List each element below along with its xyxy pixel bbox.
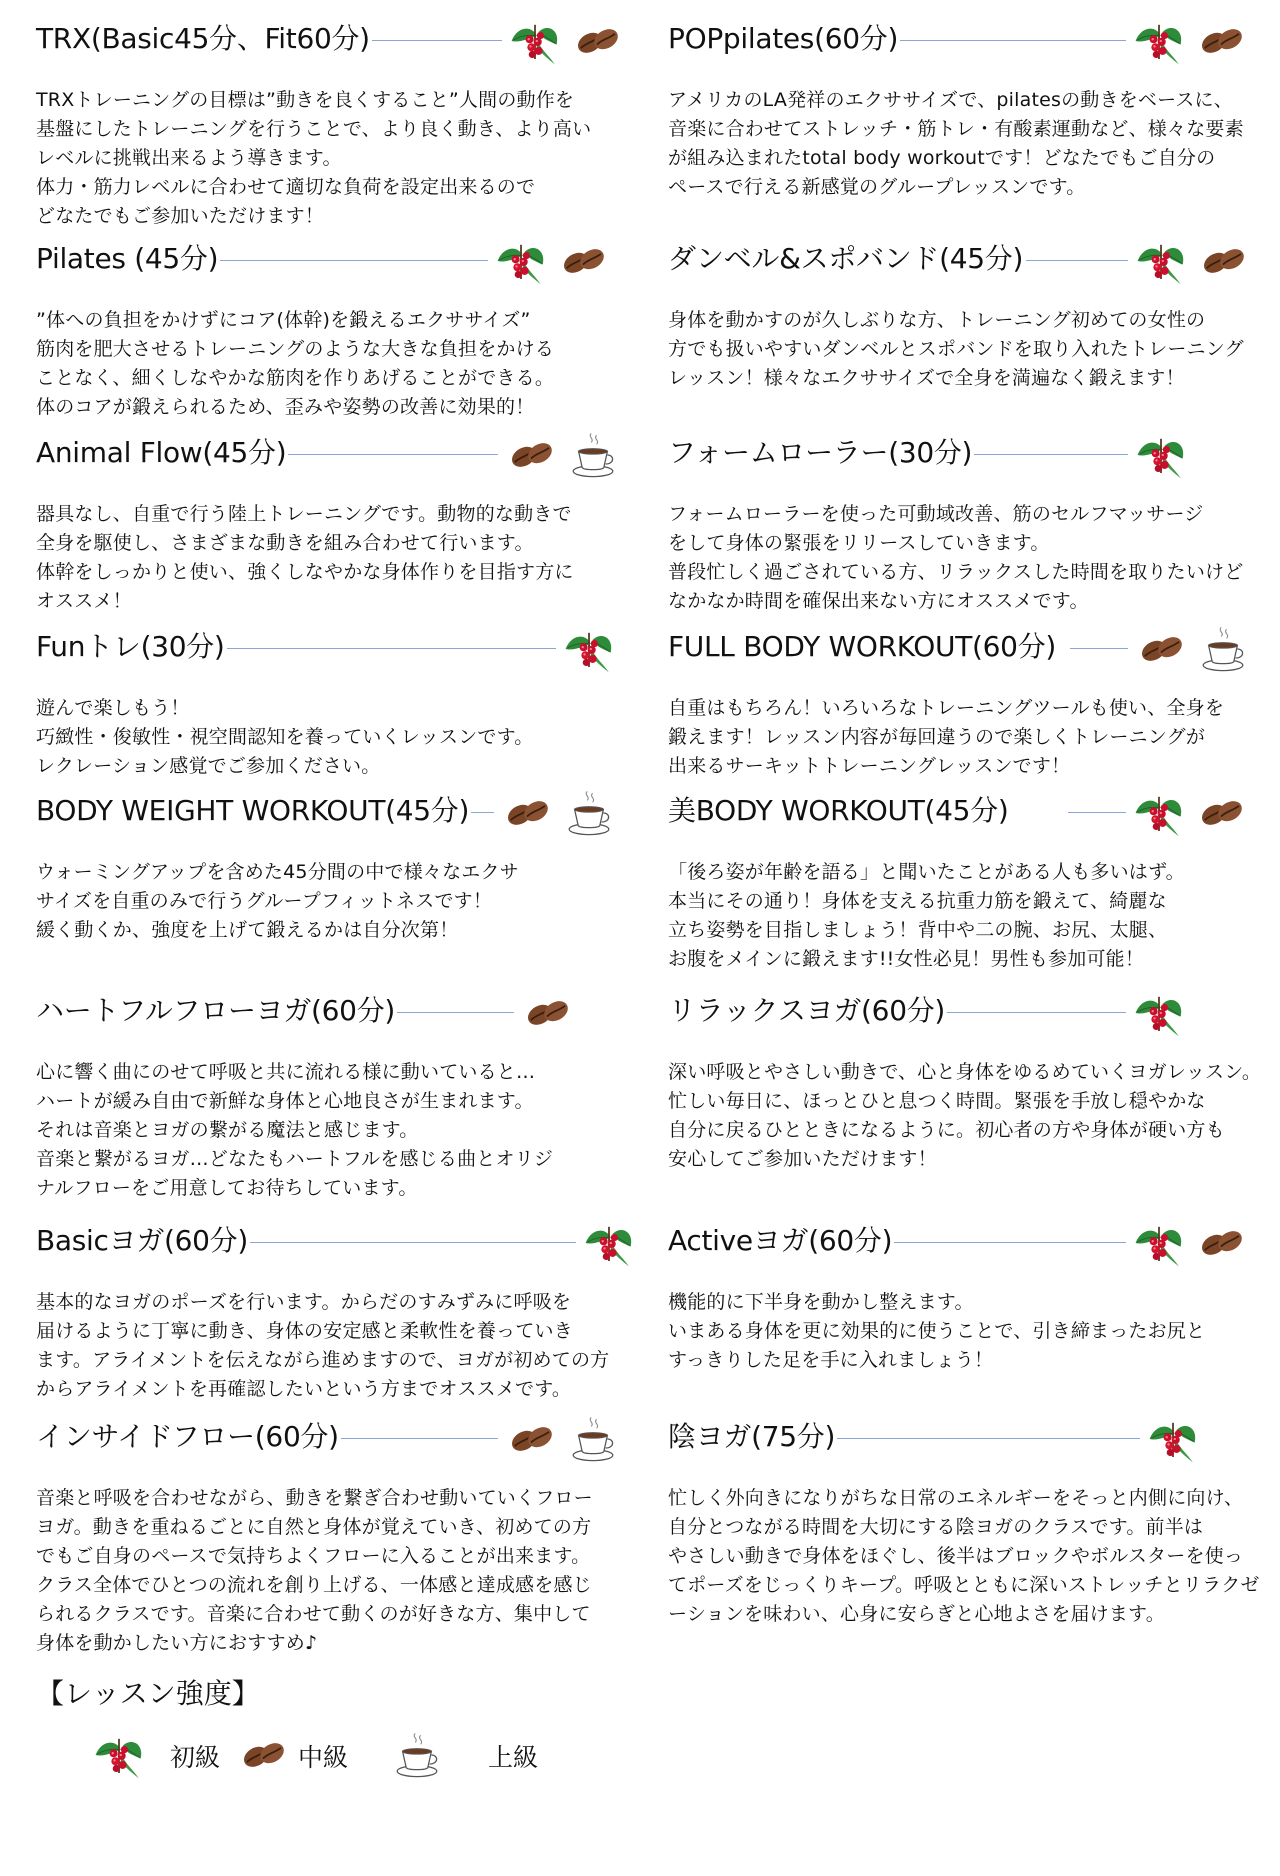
lesson-title: 陰ヨガ(75分) xyxy=(668,1420,836,1453)
title-rule xyxy=(364,40,502,41)
title-rule xyxy=(1068,812,1126,813)
lesson-card xyxy=(36,1216,636,1404)
title-rule xyxy=(1070,648,1128,649)
lesson-title: Basicヨガ(60分) xyxy=(36,1224,249,1257)
coffee-cherry-icon xyxy=(1134,428,1188,482)
title-rule xyxy=(240,1242,576,1243)
coffee-cup-icon xyxy=(390,1728,446,1784)
lesson-header xyxy=(668,1216,1268,1266)
lesson-title: ダンベル&スポバンド(45分) xyxy=(668,242,1024,275)
lesson-description: ウォーミングアップを含めた45分間の中で様々なエクサ サイズを自重のみで行うグループフィットネスです！ 緩く動くか、強度を上げて鍛えるかは自分次第！ xyxy=(36,861,519,941)
coffee-cup-icon xyxy=(562,786,616,840)
coffee-cherry-icon xyxy=(1134,234,1188,288)
coffee-bean-icon xyxy=(1196,234,1250,288)
coffee-cherry-icon xyxy=(1132,786,1186,840)
legend-label: 上級 xyxy=(488,1743,539,1772)
title-rule xyxy=(918,1012,1126,1013)
lesson-title: Activeヨガ(60分) xyxy=(668,1224,893,1257)
lesson-title: Pilates (45分) xyxy=(36,242,219,275)
lesson-title: FULL BODY WORKOUT(60分) xyxy=(668,630,1057,663)
lesson-description: 心に響く曲にのせて呼吸と共に流れる様に動いていると… ハートが緩み自由で新鮮な身体と心地良さが生まれます。 それは音楽とヨガの繋がる魔法と感じます。 音楽と繋がるヨガ…どなたもハートフルを感じる曲とオリジ ナルフローをご用意してお待ちしています。 xyxy=(36,1061,554,1199)
lesson-card xyxy=(36,428,636,616)
lesson-header xyxy=(36,786,636,836)
title-rule xyxy=(898,40,1126,41)
lesson-title: TRX(Basic45分、Fit60分) xyxy=(36,22,370,55)
lesson-description: 忙しく外向きになりがちな日常のエネルギーをそっと内側に向け、 自分とつながる時間を大切にする陰ヨガのクラスです。前半は やさしい動きで身体をほぐし、後半はブロックやボルスターを使っ てポーズをじっくりキープ。呼吸とともに深いストレッチとリラクゼ ーションを味わい、心身に安らぎと心地よさを届けます。 xyxy=(668,1487,1260,1625)
coffee-bean-icon xyxy=(504,1412,558,1466)
coffee-cherry-icon xyxy=(494,234,548,288)
lesson-header xyxy=(36,14,636,64)
coffee-cup-icon xyxy=(566,428,620,482)
coffee-bean-icon xyxy=(520,986,574,1040)
lesson-card xyxy=(668,234,1268,393)
lesson-header xyxy=(36,428,636,478)
lesson-description: フォームローラーを使った可動域改善、筋のセルフマッサージ をして身体の緊張をリリースしていきます。 普段忙しく過ごされている方、リラックスした時間を取りたいけど なかなか時間を確保出来ない方にオススメです。 xyxy=(668,503,1244,612)
lesson-title: POPpilates(60分) xyxy=(668,22,899,55)
lesson-description: 身体を動かすのが久しぶりな方、トレーニング初めての女性の 方でも扱いやすいダンベルとスポバンドを取り入れたトレーニング レッスン！様々なエクササイズで全身を満遍なく鍛えます！ xyxy=(668,309,1244,389)
coffee-cup-icon xyxy=(1196,622,1250,676)
lesson-header xyxy=(668,428,1268,478)
lesson-card xyxy=(36,234,636,422)
lesson-card xyxy=(36,14,636,231)
lesson-description: 遊んで楽しもう！ 巧緻性・俊敏性・視空間認知を養っていくレッスンです。 レクレーション感覚でご参加ください。 xyxy=(36,697,534,777)
coffee-cherry-icon xyxy=(1132,14,1186,68)
title-rule xyxy=(212,648,556,649)
title-rule xyxy=(882,1242,1126,1243)
lesson-card xyxy=(36,622,636,781)
lesson-header xyxy=(36,1216,636,1266)
lesson-header xyxy=(668,622,1268,672)
lesson-title: Funトレ(30分) xyxy=(36,630,225,663)
title-rule xyxy=(326,1438,498,1439)
lesson-header xyxy=(36,1412,636,1462)
lesson-title: Animal Flow(45分) xyxy=(36,436,287,469)
lesson-header xyxy=(668,986,1268,1036)
lesson-card xyxy=(668,622,1268,781)
lesson-header xyxy=(36,622,636,672)
lesson-description: 「後ろ姿が年齢を語る」と聞いたことがある人も多いはず。 本当にその通り！身体を支える抗重力筋を鍛えて、綺麗な 立ち姿勢を目指しましょう！背中や二の腕、お尻、太腿、 お腹をメインに鍛えます!!女性必見！男性も参加可能！ xyxy=(668,861,1185,970)
lesson-description: アメリカのLA発祥のエクササイズで、pilatesの動きをベースに、 音楽に合わせてストレッチ・筋トレ・有酸素運動など、様々な要素 が組み込まれたtotal body workoutです！どなたでもご自分の ペースで行える新感覚のグループレッスンです。 xyxy=(668,89,1244,198)
lesson-title: リラックスヨガ(60分) xyxy=(668,994,946,1027)
coffee-bean-icon xyxy=(504,428,558,482)
lesson-header xyxy=(36,234,636,284)
lesson-header xyxy=(36,986,636,1036)
coffee-bean-icon xyxy=(236,1728,292,1784)
lesson-card xyxy=(668,428,1268,616)
lesson-header xyxy=(668,234,1268,284)
coffee-cherry-icon xyxy=(1132,1216,1186,1270)
title-rule xyxy=(1026,260,1128,261)
lesson-description: 音楽と呼吸を合わせながら、動きを繋ぎ合わせ動いていくフロー ヨガ。動きを重ねるごとに自然と身体が覚えていき、初めての方 でもご自身のペースで気持ちよくフローに入ることが出来ます。 クラス全体でひとつの流れを創り上げる、一体感と達成感を感じ られるクラスです。音楽に合わせて動くのが好きな方、集中して 身体を動かしたい方におすすめ♪ xyxy=(36,1487,593,1654)
title-rule xyxy=(968,454,1128,455)
coffee-bean-icon xyxy=(1194,786,1248,840)
legend-label: 初級 xyxy=(170,1743,221,1772)
coffee-cherry-icon xyxy=(508,14,562,68)
lesson-card xyxy=(36,986,636,1203)
lesson-card xyxy=(668,1412,1268,1629)
lesson-card xyxy=(668,986,1268,1174)
lesson-card xyxy=(668,786,1268,974)
lesson-description: 器具なし、自重で行う陸上トレーニングです。動物的な動きで 全身を駆使し、さまざまな動きを組み合わせて行います。 体幹をしっかりと使い、強くしなやかな身体作りを目指す方に オススメ！ xyxy=(36,503,574,612)
lesson-description: ”体への負担をかけずにコア(体幹)を鍛えるエクササイズ” 筋肉を肥大させるトレーニングのような大きな負担をかける ことなく、細くしなやかな筋肉を作りあげることができる。 体のコアが鍛えられるため、歪みや姿勢の改善に効果的！ xyxy=(36,309,555,418)
lesson-title: 美BODY WORKOUT(45分) xyxy=(668,794,1009,827)
lesson-header xyxy=(668,14,1268,64)
coffee-bean-icon xyxy=(556,234,610,288)
title-rule xyxy=(214,260,488,261)
lesson-description: 機能的に下半身を動かし整えます。 いまある身体を更に効果的に使うことで、引き締まったお尻と すっきりした足を手に入れましょう！ xyxy=(668,1291,1206,1371)
coffee-bean-icon xyxy=(1194,1216,1248,1270)
coffee-bean-icon xyxy=(1134,622,1188,676)
legend-title: 【レッスン強度】 xyxy=(36,1677,260,1710)
lesson-card xyxy=(668,14,1268,202)
lesson-description: 自重はもちろん！いろいろなトレーニングツールも使い、全身を 鍛えます！レッスン内容が毎回違うので楽しくトレーニングが 出来るサーキットトレーニングレッスンです！ xyxy=(668,697,1225,777)
coffee-cherry-icon xyxy=(1132,986,1186,1040)
lesson-header xyxy=(668,786,1268,836)
coffee-cherry-icon xyxy=(1146,1412,1200,1466)
lesson-description: 深い呼吸とやさしい動きで、心と身体をゆるめていくヨガレッスン。 忙しい毎日に、ほっとひと息つく時間。緊張を手放し穏やかな 自分に戻るひとときになるように。初心者の方や身体が硬い方も 安心してご参加いただけます！ xyxy=(668,1061,1262,1170)
coffee-bean-icon xyxy=(570,14,624,68)
coffee-cup-icon xyxy=(566,1412,620,1466)
lesson-card xyxy=(668,1216,1268,1375)
lesson-title: ハートフルフローヨガ(60分) xyxy=(36,994,396,1027)
lesson-title: フォームローラー(30分) xyxy=(668,436,973,469)
coffee-bean-icon xyxy=(500,786,554,840)
coffee-cherry-icon xyxy=(92,1728,148,1784)
title-rule xyxy=(828,1438,1140,1439)
lesson-card xyxy=(36,1412,636,1658)
coffee-cherry-icon xyxy=(562,622,616,676)
title-rule xyxy=(276,454,498,455)
lesson-title: インサイドフロー(60分) xyxy=(36,1420,339,1453)
coffee-cherry-icon xyxy=(582,1216,636,1270)
lesson-title: BODY WEIGHT WORKOUT(45分) xyxy=(36,794,470,827)
lesson-card xyxy=(36,786,636,945)
legend-label: 中級 xyxy=(298,1743,349,1772)
coffee-bean-icon xyxy=(1194,14,1248,68)
lesson-description: 基本的なヨガのポーズを行います。からだのすみずみに呼吸を 届けるように丁寧に動き、身体の安定感と柔軟性を養っていき ます。アライメントを伝えながら進めますので、ヨガが初めての方 からアライメントを再確認したいという方までオススメです。 xyxy=(36,1291,610,1400)
lesson-description: TRXトレーニングの目標は”動きを良くすること”人間の動作を 基盤にしたトレーニングを行うことで、より良く動き、より高い レベルに挑戦出来るよう導きます。 体力・筋力レベルに合わせて適切な負荷を設定出来るので どなたでもご参加いただけます！ xyxy=(36,89,592,227)
lesson-header xyxy=(668,1412,1268,1462)
